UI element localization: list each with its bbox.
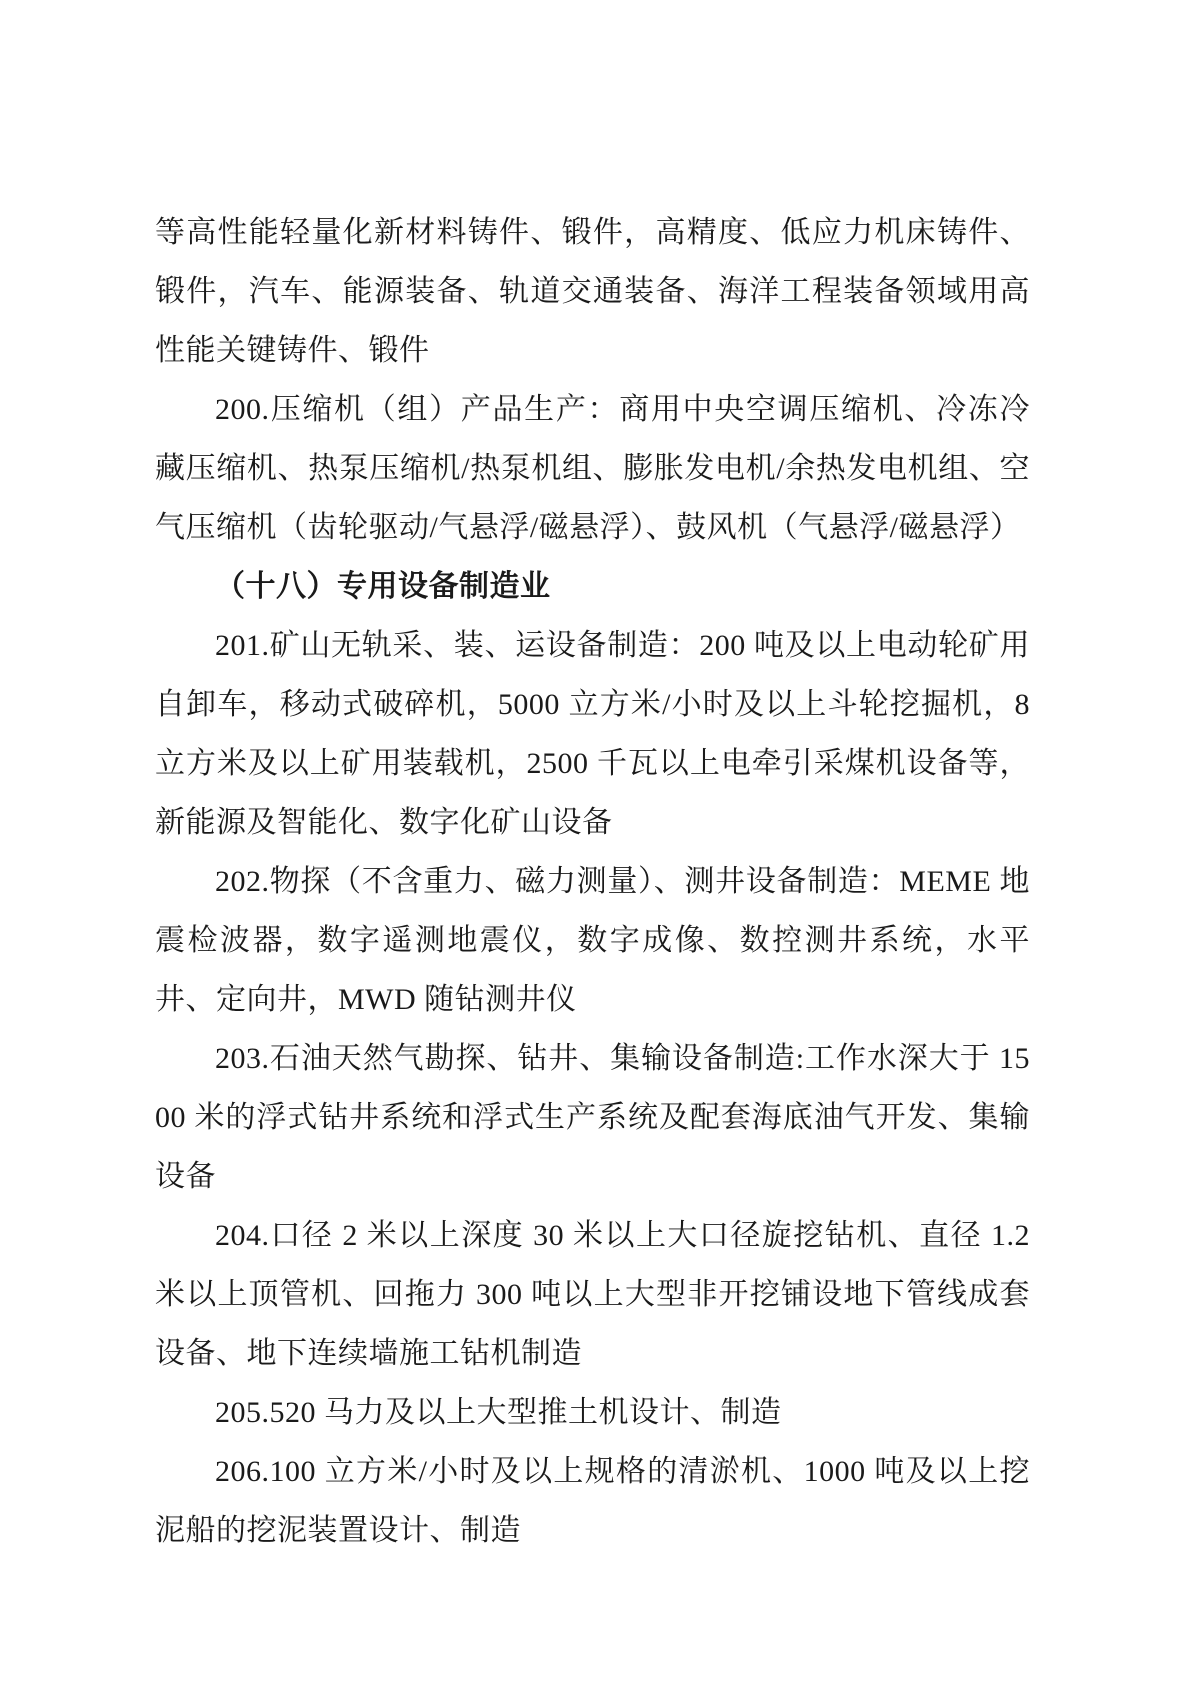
paragraph-item-201: 201.矿山无轨采、装、运设备制造：200 吨及以上电动轮矿用自卸车，移动式破碎机，5000 立方米/小时及以上斗轮挖掘机，8 立方米及以上矿用装载机，2500 千瓦以上电牵引采煤机设备等，新能源及智能化、数字化矿山设备 (155, 629, 1030, 839)
paragraph-item-202: 202.物探（不含重力、磁力测量）、测井设备制造：MEME 地震检波器，数字遥测地震仪，数字成像、数控测井系统，水平井、定向井，MWD 随钻测井仪 (155, 865, 1030, 1016)
document-body (155, 203, 1030, 1560)
paragraph-item-204: 204.口径 2 米以上深度 30 米以上大口径旋挖钻机、直径 1.2 米以上顶管机、回拖力 300 吨以上大型非开挖铺设地下管线成套设备、地下连续墙施工钻机制造 (155, 1219, 1030, 1370)
paragraph-continuation: 等高性能轻量化新材料铸件、锻件，高精度、低应力机床铸件、锻件，汽车、能源装备、轨道交通装备、海洋工程装备领域用高性能关键铸件、锻件 (155, 216, 1030, 367)
section-heading-18: （十八）专用设备制造业 (215, 570, 551, 603)
paragraph-item-206: 206.100 立方米/小时及以上规格的清淤机、1000 吨及以上挖泥船的挖泥装置设计、制造 (155, 1455, 1030, 1547)
paragraph-item-205: 205.520 马力及以上大型推土机设计、制造 (215, 1396, 782, 1429)
paragraph-item-203: 203.石油天然气勘探、钻井、集输设备制造:工作水深大于 1500 米的浮式钻井系统和浮式生产系统及配套海底油气开发、集输设备 (155, 1042, 1030, 1193)
paragraph-item-200: 200.压缩机（组）产品生产：商用中央空调压缩机、冷冻冷藏压缩机、热泵压缩机/热泵机组、膨胀发电机/余热发电机组、空气压缩机（齿轮驱动/气悬浮/磁悬浮）、鼓风机（气悬浮/磁悬浮） (155, 393, 1030, 544)
